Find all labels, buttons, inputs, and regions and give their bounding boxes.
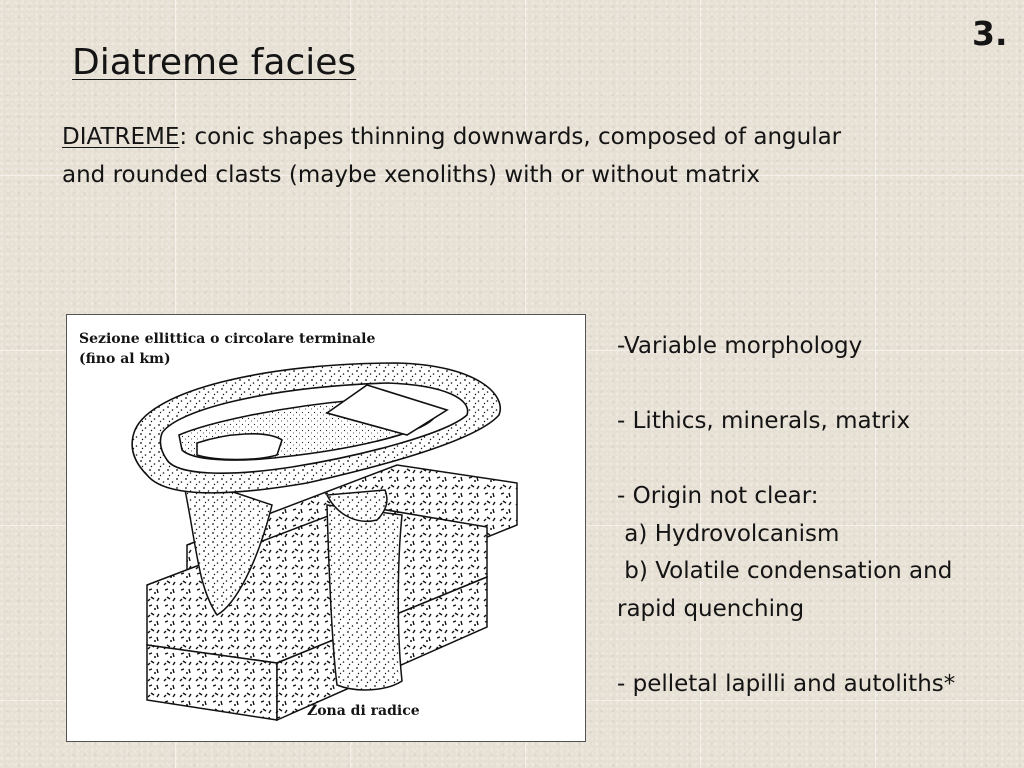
bullet-line	[617, 366, 1017, 404]
definition-line-1: : conic shapes thinning downwards, composed of angular	[179, 124, 842, 150]
bullet-line: b) Volatile condensation and	[617, 558, 953, 584]
bullet-line: - pelletal lapilli and autoliths*	[617, 670, 956, 697]
bullet-line: - Origin not clear:	[617, 483, 819, 509]
definition-line-2: and rounded clasts (maybe xenoliths) with or without matrix	[62, 162, 761, 188]
slide-title: Diatreme facies	[72, 42, 357, 83]
bullet-line: rapid quenching	[617, 595, 805, 622]
caption-top-line-1: Sezione ellittica o circolare terminale	[79, 331, 376, 347]
bullet-line: -Variable morphology	[617, 333, 863, 359]
figure-caption-top	[79, 329, 375, 369]
diatreme-illustration	[67, 315, 585, 741]
bullet-list	[617, 328, 1017, 703]
bullet-line	[617, 628, 1017, 666]
slide-number: 3.	[972, 14, 1008, 53]
bullet-line: - Lithics, minerals, matrix	[617, 408, 911, 434]
definition-text	[62, 118, 962, 194]
diatreme-diagram	[66, 314, 586, 742]
bullet-line	[617, 441, 1017, 479]
figure-caption-bottom: Zona di radice	[307, 703, 420, 719]
definition-term: DIATREME	[62, 124, 180, 150]
bullet-line: a) Hydrovolcanism	[617, 520, 840, 547]
caption-top-line-2: (fino al km)	[79, 351, 171, 367]
